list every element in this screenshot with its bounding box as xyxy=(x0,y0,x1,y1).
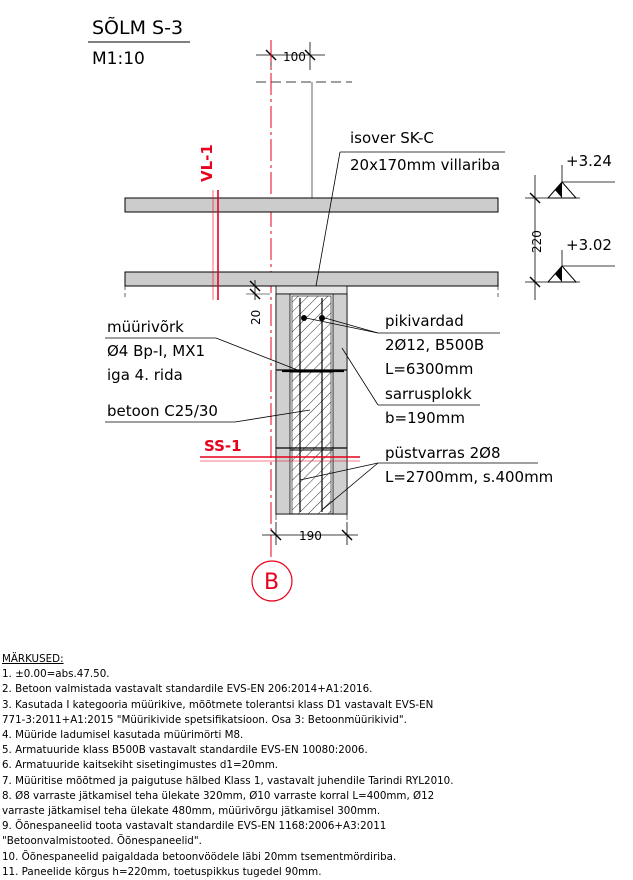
drawing-scale: M1:10 xyxy=(92,49,145,69)
section-vl1-label: VL-1 xyxy=(198,144,216,182)
dim-level-gap: 220 xyxy=(530,230,544,253)
long-bar-2 xyxy=(319,315,325,321)
label-bars-1: pikivardad xyxy=(385,312,464,330)
label-block-2: b=190mm xyxy=(385,409,465,427)
notes-section xyxy=(2,652,630,880)
lower-slab xyxy=(125,272,498,286)
note-item: 10. Õõnespaneelid paigaldada betoonvöödele läbi 20mm tsementmördiriba. xyxy=(2,850,397,863)
axis-label-b: B xyxy=(264,570,280,595)
note-item: 11. Paneelide kõrgus h=220mm, toetuspikkus tugedel 90mm. xyxy=(2,865,322,878)
note-item: 6. Armatuuride kaitsekiht sisetingimustes d1=20mm. xyxy=(2,759,279,772)
note-item: 5. Armatuuride klass B500B vastavalt standardile EVS-EN 10080:2006. xyxy=(2,744,368,757)
mortar-joint xyxy=(276,286,347,294)
note-item: 2. Betoon valmistada vastavalt standardile EVS-EN 206:2014+A1:2016. xyxy=(2,683,373,696)
note-item: 7. Müüritise mõõtmed ja paigutuse hälbed Klass 1, vastavalt juhendile Tarindi RYL2010. xyxy=(2,774,454,787)
level-lower-value: +3.02 xyxy=(566,236,612,254)
concrete-core xyxy=(292,296,331,514)
notes-heading: MÄRKUSED: xyxy=(2,653,64,665)
note-item: 3. Kasutada I kategooria müürikive, mõõtmete tolerantsi klass D1 vastavalt EVS-EN 771-3:2011+A1:2015 "Müürikivide spetsifikatsioon. Osa 3: Betoonmüürikivid". xyxy=(2,698,434,726)
upper-slab xyxy=(125,198,498,212)
section-ss1-label: SS-1 xyxy=(204,437,242,455)
label-vert-1: püstvarras 2Ø8 xyxy=(385,444,501,462)
label-mesh-1: müürivõrk xyxy=(107,318,184,336)
note-item: 4. Müüride ladumisel kasutada müürimörti M8. xyxy=(2,729,244,742)
label-concrete: betoon C25/30 xyxy=(107,402,218,420)
note-item: 9. Õõnespaneelid toota vastavalt standardile EVS-EN 1168:2006+A3:2011 "Betoonvalmistooted. Õõnespaneelid". xyxy=(2,820,387,848)
note-item: 8. Ø8 varraste jätkamisel teha ülekate 320mm, Ø10 varraste korral L=400mm, Ø12 varraste jätkamisel teha ülekate 480mm, müürivõrgu jätkamisel 300mm. xyxy=(2,789,435,818)
dim-block-width: 190 xyxy=(299,529,322,543)
label-bars-2: 2Ø12, B500B xyxy=(385,336,485,354)
label-block-1: sarrusplokk xyxy=(385,385,472,403)
dim-top-width: 100 xyxy=(283,50,306,64)
label-mesh-2: Ø4 Bp-I, MX1 xyxy=(107,342,206,360)
label-vert-2: L=2700mm, s.400mm xyxy=(385,468,554,486)
label-mesh-3: iga 4. rida xyxy=(107,366,183,384)
label-insulation-2: 20x170mm villariba xyxy=(350,156,501,174)
drawing-title: SÕLM S-3 xyxy=(92,17,184,39)
note-item: 1. ±0.00=abs.47.50. xyxy=(2,668,110,681)
label-bars-3: L=6300mm xyxy=(385,360,474,378)
level-upper-value: +3.24 xyxy=(566,152,612,170)
dim-joint-height: 20 xyxy=(249,309,263,325)
label-insulation-1: isover SK-C xyxy=(350,129,434,147)
